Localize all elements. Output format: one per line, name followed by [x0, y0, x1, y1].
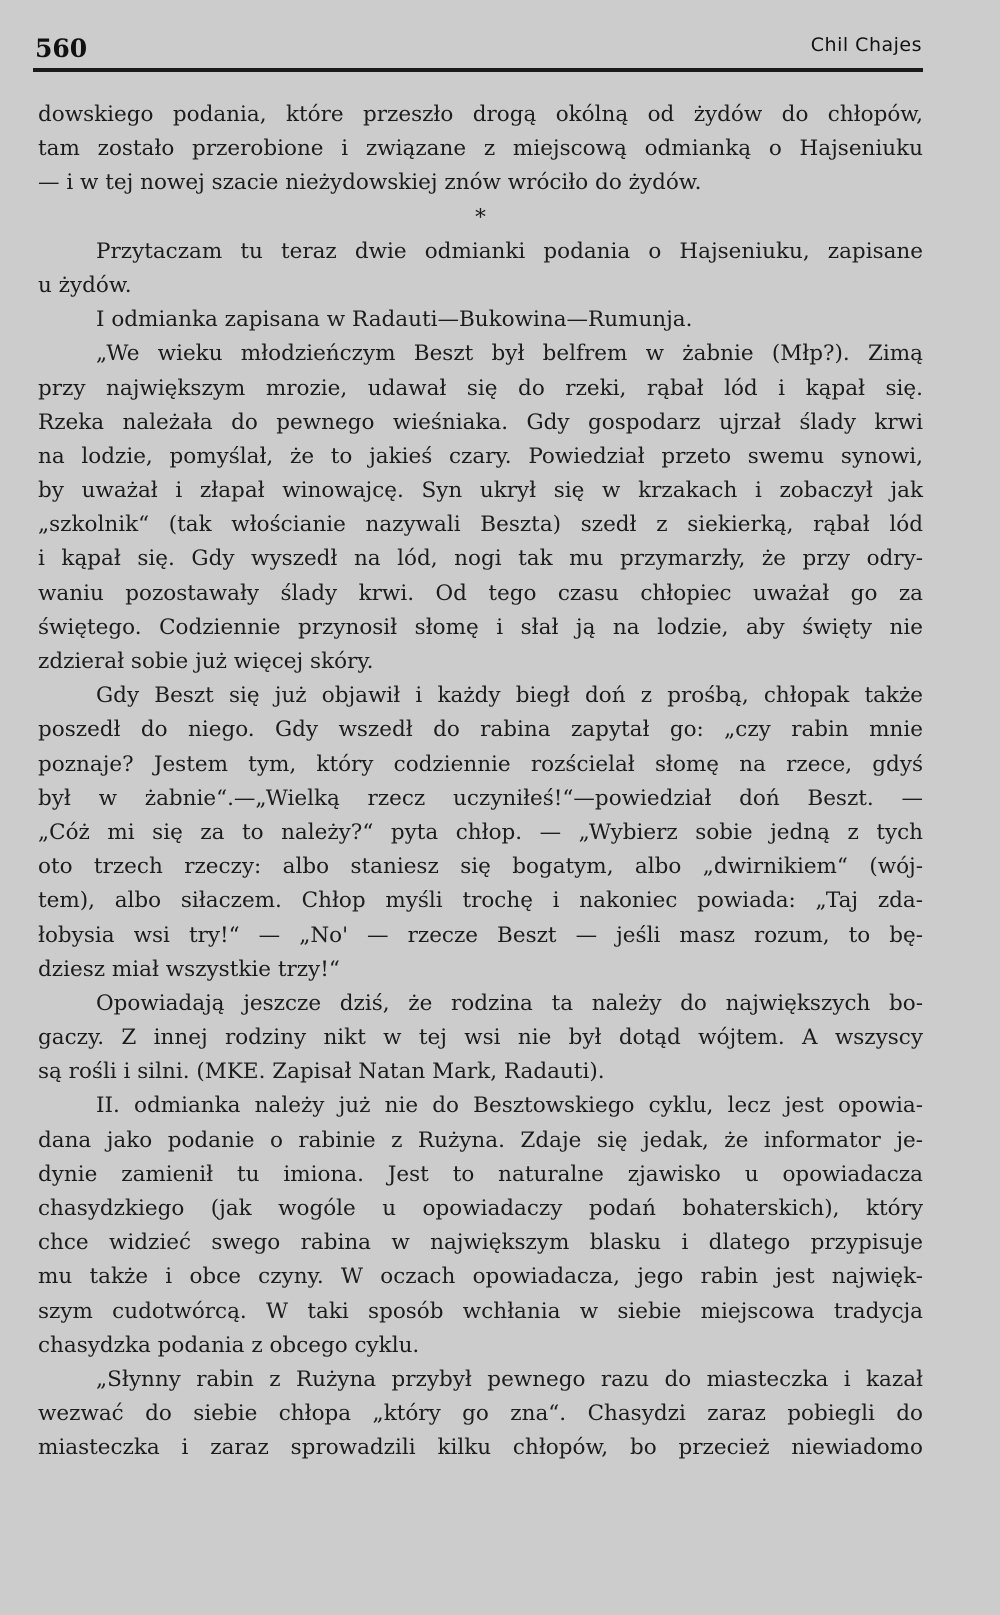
text-line: świętego. Codziennie przynosił słomę i słał ją na lodzie, aby święty nie: [38, 614, 923, 640]
text-line: wezwać do siebie chłopa „który go zna“. Chasydzi zaraz pobiegli do: [38, 1401, 923, 1427]
text-line: dynie zamienił tu imiona. Jest to naturalne zjawisko u opowiadacza: [38, 1161, 923, 1187]
text-line: i kąpał się. Gdy wyszedł na lód, nogi tak mu przymarzły, że przy odry-: [38, 546, 923, 572]
text-line: zdzierał sobie już więcej skóry.: [38, 649, 374, 674]
text-line: tem), albo siłaczem. Chłop myśli trochę i nakoniec powiada: „Taj zda-: [38, 888, 923, 914]
text-line: dana jako podanie o rabinie z Rużyna. Zdaje się jedak, że informator je-: [38, 1127, 923, 1153]
text-line: oto trzech rzeczy: albo staniesz się bogatym, albo „dwirnikiem“ (wój-: [38, 854, 923, 880]
text-line: chasydzka podania z obcego cyklu.: [38, 1332, 420, 1358]
text-line: tam zostało przerobione i związane z miejscową odmianką o Hajseniuku: [38, 136, 923, 162]
header-rule: [33, 68, 923, 72]
text-line: przy największym mrozie, udawał się do rzeki, rąbał lód i kąpał się.: [38, 375, 923, 401]
text-line: mu także i obce czyny. W oczach opowiadacza, jego rabin jest najwięk-: [38, 1264, 923, 1290]
text-line: miasteczka i zaraz sprowadzili kilku chłopów, bo przecież niewiadomo: [38, 1435, 923, 1461]
text-line: Przytaczam tu teraz dwie odmianki podania o Hajseniuku, zapisane: [96, 238, 923, 264]
text-line: dowskiego podania, które przeszło drogą okólną od żydów do chłopów,: [38, 102, 923, 127]
text-line: poznaje? Jestem tym, który codziennie rozścielał słomę na rzece, gdyś: [38, 751, 923, 777]
text-line: chce widzieć swego rabina w największym blasku i dlatego przypisuje: [38, 1230, 923, 1256]
text-line: waniu pozostawały ślady krwi. Od tego czasu chłopiec uważał go za: [38, 580, 923, 606]
text-line: — i w tej nowej szacie nieżydowskiej znów wróciło do żydów.: [38, 170, 702, 196]
text-line: łobysia wsi try!“ — „No' — rzecze Beszt — jeśli masz rozum, to bę-: [38, 922, 923, 948]
body-text: [38, 98, 923, 1466]
text-line: szym cudotwórcą. W taki sposób wchłania w siebie miejscowa tradycja: [38, 1298, 923, 1324]
text-line: Rzeka należała do pewnego wieśniaka. Gdy gospodarz ujrzał ślady krwi: [38, 409, 923, 435]
text-line: „szkolnik“ (tak włościanie nazywali Beszta) szedł z siekierką, rąbał lód: [38, 512, 923, 538]
text-line: dziesz miał wszystkie trzy!“: [38, 956, 340, 982]
text-line: są rośli i silni. (MKE. Zapisał Natan Mark, Radauti).: [38, 1059, 605, 1085]
text-line: gaczy. Z innej rodziny nikt w tej wsi nie był dotąd wójtem. A wszyscy: [38, 1025, 923, 1051]
running-head: Chil Chajes: [810, 34, 922, 56]
text-line: by uważał i złapał winowajcę. Syn ukrył się w krzakach i zobaczył jak: [38, 478, 923, 504]
text-line: Opowiadają jeszcze dziś, że rodzina ta należy do największych bo-: [96, 990, 923, 1016]
text-line: Gdy Beszt się już objawił i każdy biegł doń z prośbą, chłopak także: [96, 683, 923, 709]
page-number: 560: [35, 34, 88, 63]
text-line: „Słynny rabin z Rużyna przybył pewnego razu do miasteczka i kazał: [96, 1366, 923, 1392]
text-line: u żydów.: [38, 272, 132, 298]
text-line: „We wieku młodzieńczym Beszt był belfrem w żabnie (Młp?). Zimą: [96, 341, 923, 367]
text-line: poszedł do niego. Gdy wszedł do rabina zapytał go: „czy rabin mnie: [38, 717, 923, 743]
text-line: II. odmianka należy już nie do Besztowskiego cyklu, lecz jest opowia-: [96, 1093, 923, 1119]
section-separator: *: [475, 204, 486, 230]
text-line: na lodzie, pomyślał, że to jakieś czary. Powiedział przeto swemu synowi,: [38, 443, 923, 469]
text-line: I odmianka zapisana w Radauti—Bukowina—Rumunja.: [96, 307, 693, 333]
text-line: chasydzkiego (jak wogóle u opowiadaczy podań bohaterskich), który: [38, 1196, 923, 1221]
text-line: „Cóż mi się za to należy?“ pyta chłop. — „Wybierz sobie jedną z tych: [38, 819, 923, 845]
text-line: był w żabnie“.—„Wielką rzecz uczyniłeś!“—powiedział doń Beszt. —: [38, 785, 923, 811]
